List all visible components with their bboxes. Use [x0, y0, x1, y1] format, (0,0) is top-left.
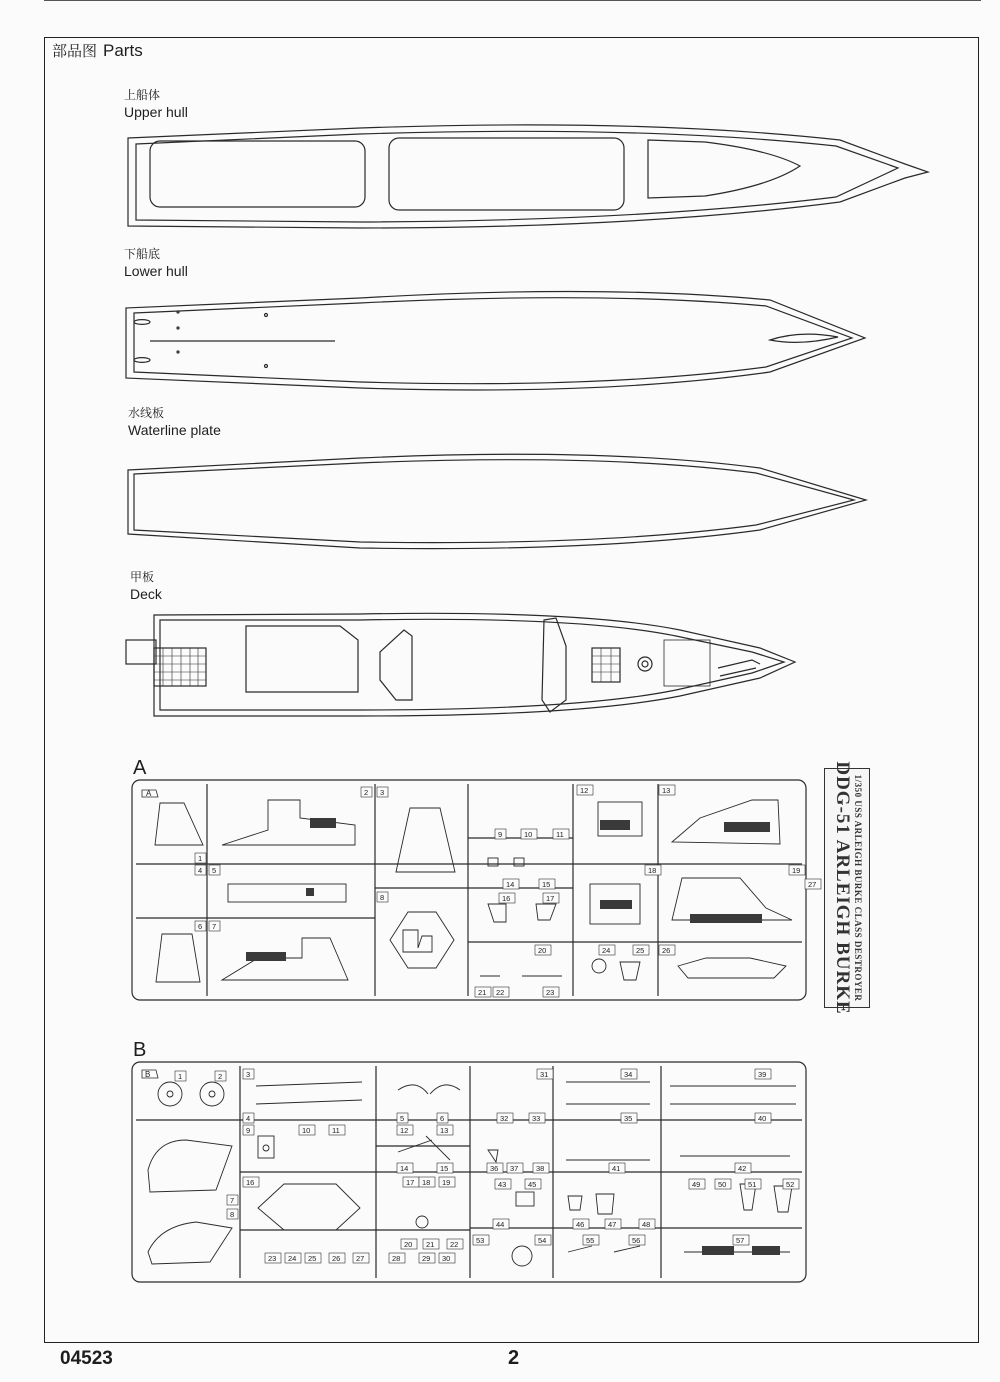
sprue-b-part-number-35: 35	[624, 1114, 633, 1123]
sprue-a-part-number-26: 26	[662, 946, 671, 955]
sprue-b-tab: B	[145, 1070, 151, 1079]
sprue-a-frame	[132, 780, 806, 1000]
sprue-a-part-number-9: 9	[498, 830, 503, 839]
upper-hull-label-en: Upper hull	[124, 104, 188, 120]
sprue-b-part-number-41: 41	[612, 1164, 621, 1173]
sprue-b-part-number-52: 52	[786, 1180, 795, 1189]
sprue-a-part-number-4: 4	[198, 866, 203, 875]
deck-label-cn: 甲板	[130, 570, 155, 584]
sprue-b-part-number-48: 48	[642, 1220, 651, 1229]
sprue-a-part-numbers	[195, 785, 821, 997]
sprue-b-part-number-55: 55	[586, 1236, 595, 1245]
sprue-b-part-number-28: 28	[392, 1254, 401, 1263]
page-number: 2	[508, 1347, 520, 1369]
sprue-a-part-number-21: 21	[478, 988, 487, 997]
sprue-a-part-number-19: 19	[792, 866, 801, 875]
sprue-a-part-number-11: 11	[556, 830, 564, 839]
product-code: 04523	[60, 1348, 113, 1369]
sprue-a-part-number-27: 27	[808, 880, 817, 889]
sprue-b-part-number-50: 50	[718, 1180, 727, 1189]
sprue-b-part-number-49: 49	[692, 1180, 701, 1189]
sprue-a-title-strip	[824, 761, 870, 1015]
sprue-b-part-number-2: 2	[218, 1072, 223, 1081]
upper-hull-label-cn: 上船体	[124, 88, 161, 102]
sprue-b-part-number-20: 20	[404, 1240, 413, 1249]
page-title-cn: 部品图	[52, 42, 98, 60]
sprue-b-part-number-18: 18	[422, 1178, 431, 1187]
sprue-b-part-number-9: 9	[246, 1126, 251, 1135]
sprue-b-part-number-57: 57	[736, 1236, 745, 1245]
sprue-b-part-number-36: 36	[490, 1164, 499, 1173]
waterline-plate-label-cn: 水线板	[128, 406, 165, 420]
deck-drawing	[126, 613, 795, 716]
sprue-a-part-number-7: 7	[212, 922, 217, 931]
sprue-b-part-number-19: 19	[442, 1178, 451, 1187]
sprue-b-part-number-33: 33	[532, 1114, 541, 1123]
sprue-a-title-line1: 1/350 USS ARLEIGH BURKE CLASS DESTROYER	[853, 774, 863, 1002]
lower-hull-label-en: Lower hull	[124, 263, 188, 279]
sprue-b-part-number-47: 47	[608, 1220, 617, 1229]
sprue-b-part-number-39: 39	[758, 1070, 767, 1079]
sprue-b-part-number-29: 29	[422, 1254, 431, 1263]
sprue-b-part-number-54: 54	[538, 1236, 547, 1245]
sprue-b-part-number-24: 24	[288, 1254, 297, 1263]
sprue-b-part-number-31: 31	[540, 1070, 549, 1079]
sprue-a-part-number-18: 18	[648, 866, 657, 875]
upper-hull-drawing	[128, 125, 928, 228]
sprue-b-part-number-13: 13	[440, 1126, 449, 1135]
sprue-b-part-number-46: 46	[576, 1220, 585, 1229]
sprue-b-part-number-44: 44	[496, 1220, 505, 1229]
sprue-a-part-number-1: 1	[198, 854, 203, 863]
lower-hull-drawing	[126, 291, 865, 390]
sprue-b-part-number-16: 16	[246, 1178, 255, 1187]
lower-hull-label-cn: 下船底	[124, 247, 161, 261]
sprue-b-part-number-8: 8	[230, 1210, 235, 1219]
sprue-a-part-number-15: 15	[542, 880, 551, 889]
sprue-a-part-number-17: 17	[546, 894, 555, 903]
sprue-b-part-number-25: 25	[308, 1254, 317, 1263]
sprue-a-tab: A	[146, 789, 152, 798]
sprue-b-letter: B	[133, 1039, 147, 1061]
deck-label-en: Deck	[130, 586, 162, 602]
sprue-a-part-number-6: 6	[198, 922, 203, 931]
sprue-b-part-number-3: 3	[246, 1070, 251, 1079]
sprue-a-part-number-5: 5	[212, 866, 217, 875]
sprue-b-part-number-14: 14	[400, 1164, 409, 1173]
waterline-plate-drawing	[128, 454, 866, 548]
sprue-b-part-number-7: 7	[230, 1196, 235, 1205]
sprue-a-part-number-23: 23	[546, 988, 555, 997]
sprue-b-part-number-53: 53	[476, 1236, 485, 1245]
sprue-b-part-number-1: 1	[178, 1072, 183, 1081]
sprue-b-parts-sketch	[148, 1082, 796, 1266]
sprue-a-part-number-13: 13	[662, 786, 671, 795]
sprue-a-letter: A	[133, 757, 147, 779]
sprue-b-part-number-4: 4	[246, 1114, 251, 1123]
sprue-b-part-number-26: 26	[332, 1254, 341, 1263]
sprue-a-part-number-14: 14	[506, 880, 515, 889]
waterline-plate-label-en: Waterline plate	[128, 422, 221, 438]
sprue-b-part-number-21: 21	[426, 1240, 435, 1249]
sprue-b-part-number-32: 32	[500, 1114, 509, 1123]
sprue-b-part-number-56: 56	[632, 1236, 641, 1245]
sprue-b-part-number-40: 40	[758, 1114, 767, 1123]
sprue-a-part-number-10: 10	[524, 830, 533, 839]
sprue-a-part-number-8: 8	[380, 893, 385, 902]
sprue-a-part-number-3: 3	[380, 788, 385, 797]
sprue-b-part-number-43: 43	[498, 1180, 507, 1189]
sprue-b-part-number-17: 17	[406, 1178, 415, 1187]
sprue-a-part-number-24: 24	[602, 946, 611, 955]
sprue-a-title-line2: DDG-51 ARLEIGH BURKE	[832, 761, 853, 1015]
sprue-b-part-number-45: 45	[528, 1180, 537, 1189]
sprue-b-part-number-37: 37	[510, 1164, 519, 1173]
sprue-a-part-number-22: 22	[496, 988, 505, 997]
sprue-b-part-number-34: 34	[624, 1070, 633, 1079]
sprue-b-part-number-27: 27	[356, 1254, 365, 1263]
sprue-b-part-number-15: 15	[440, 1164, 449, 1173]
sprue-b-part-number-22: 22	[450, 1240, 459, 1249]
sprue-b-part-number-30: 30	[442, 1254, 451, 1263]
sprue-a-part-number-20: 20	[538, 946, 547, 955]
sprue-b-part-number-23: 23	[268, 1254, 277, 1263]
sprue-b-part-number-38: 38	[536, 1164, 545, 1173]
sprue-b-part-number-5: 5	[400, 1114, 405, 1123]
sprue-a-part-number-16: 16	[502, 894, 511, 903]
sprue-b-part-number-12: 12	[400, 1126, 409, 1135]
sprue-a-part-number-25: 25	[636, 946, 645, 955]
sprue-b-part-number-10: 10	[302, 1126, 311, 1135]
sprue-b-part-number-6: 6	[440, 1114, 445, 1123]
page-title-en: Parts	[103, 41, 143, 60]
sprue-a-part-number-12: 12	[580, 786, 589, 795]
sprue-a-part-number-2: 2	[364, 788, 369, 797]
sprue-b-part-numbers	[175, 1069, 799, 1263]
sprue-b-part-number-11: 11	[332, 1126, 340, 1135]
sprue-b-part-number-51: 51	[748, 1180, 757, 1189]
sprue-b-part-number-42: 42	[738, 1164, 747, 1173]
